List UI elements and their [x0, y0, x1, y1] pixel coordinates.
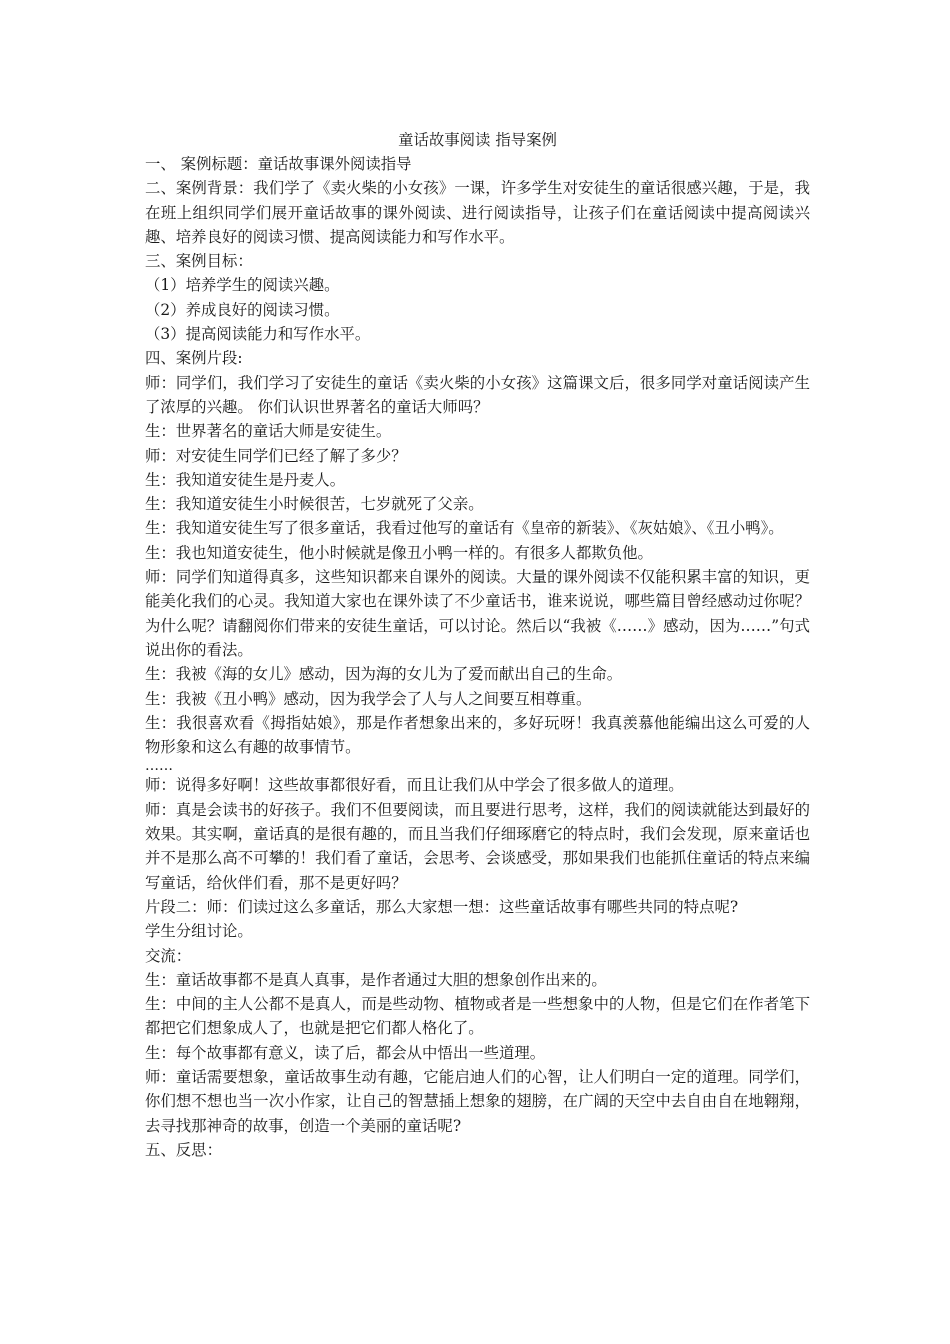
goal-item-3: （3）提高阅读能力和写作水平。: [145, 325, 371, 344]
dialogue-line: 生：我被《海的女儿》感动，因为海的女儿为了爱而献出自己的生命。: [145, 665, 623, 684]
document-title: 童话故事阅读 指导案例: [398, 131, 557, 149]
case-goals-heading: 三、案例目标：: [145, 252, 253, 271]
dialogue-line: 生：我也知道安徒生，他小时候就是像丑小鸭一样的。有很多人都欺负他。: [145, 543, 653, 562]
case-title-heading: 一、 案例标题：童话故事课外阅读指导: [145, 155, 412, 173]
ellipsis-line: ……: [145, 758, 173, 775]
dialogue-line: 师：说得多好啊！这些故事都很好看，而且让我们从中学会了很多做人的道理。: [145, 776, 684, 795]
dialogue-line: 生：我知道安徒生是丹麦人。: [145, 470, 346, 489]
goal-item-1: （1）培养学生的阅读兴趣。: [145, 276, 340, 295]
dialogue-line: 生：我很喜欢看《拇指姑娘》，那是作者想象出来的，多好玩呀！我真羡慕他能编出这么可爱的人物形象和这么有趣的故事情节。: [145, 713, 810, 757]
dialogue-line: 生：童话故事都不是真人真事，是作者通过大胆的想象创作出来的。: [145, 970, 607, 989]
dialogue-line: 师：同学们知道得真多，这些知识都来自课外的阅读。大量的课外阅读不仅能积累丰富的知识，更能美化我们的心灵。我知道大家也在课外读了不少童话书，谁来说说，哪些篇目曾经感动过你呢？为什么呢？请翻阅你们带来的安徒生童话，可以讨论。然后以“我被《……》感动，因为……”句式说出你的看法。: [145, 568, 810, 659]
group-discussion-line: 学生分组讨论。: [145, 922, 253, 941]
case-background-paragraph: 二、案例背景：我们学了《卖火柴的小女孩》一课，许多学生对安徒生的童话很感兴趣，于是，我在班上组织同学们展开童话故事的课外阅读、进行阅读指导，让孩子们在童话阅读中提高阅读兴趣、培养良好的阅读习惯、提高阅读能力和写作水平。: [145, 179, 810, 246]
dialogue-line: 师：同学们，我们学习了安徒生的童话《卖火柴的小女孩》这篇课文后，很多同学对童话阅读产生了浓厚的兴趣。 你们认识世界著名的童话大师吗？: [145, 373, 810, 416]
goal-item-2: （2）养成良好的阅读习惯。: [145, 300, 340, 319]
fragment-two-line: 片段二：师：们读过这么多童话，那么大家想一想：这些童话故事有哪些共同的特点呢?: [145, 897, 739, 916]
reflection-heading: 五、反思：: [145, 1140, 222, 1159]
dialogue-line: 生：每个故事都有意义，读了后，都会从中悟出一些道理。: [145, 1043, 546, 1062]
exchange-heading: 交流：: [145, 946, 192, 965]
dialogue-line: 师：童话需要想象，童话故事生动有趣，它能启迪人们的心智，让人们明白一定的道理。同学们，你们想不想也当一次小作家，让自己的智慧插上想象的翅膀，在广阔的天空中去自由自在地翱翔，去寻找那神奇的故事，创造一个美丽的童话呢?: [145, 1067, 810, 1135]
document-body: [145, 128, 810, 1162]
dialogue-line: 生：我被《丑小鸭》感动，因为我学会了人与人之间要互相尊重。: [145, 689, 592, 708]
dialogue-line: 生：中间的主人公都不是真人，而是些动物、植物或者是一些想象中的人物，但是它们在作者笔下都把它们想象成人了，也就是把它们都人格化了。: [145, 995, 810, 1038]
dialogue-line: 生：我知道安徒生写了很多童话，我看过他写的童话有《皇帝的新装》、《灰姑娘》、《丑小鸭》。: [145, 519, 784, 538]
dialogue-line: 师：对安徒生同学们已经了解了多少？: [145, 446, 407, 465]
dialogue-line: 生：我知道安徒生小时候很苦，七岁就死了父亲。: [145, 495, 484, 514]
dialogue-line: 师：真是会读书的好孩子。我们不但要阅读，而且要进行思考，这样，我们的阅读就能达到最好的效果。其实啊，童话真的是很有趣的，而且当我们仔细琢磨它的特点时，我们会发现，原来童话也并不是那么高不可攀的！我们看了童话，会思考、会谈感受，那如果我们也能抓住童话的特点来编写童话，给伙伴们看，那不是更好吗？: [145, 800, 810, 892]
case-fragment-heading: 四、案例片段:: [145, 349, 243, 368]
dialogue-line: 生：世界著名的童话大师是安徒生。: [145, 422, 392, 441]
